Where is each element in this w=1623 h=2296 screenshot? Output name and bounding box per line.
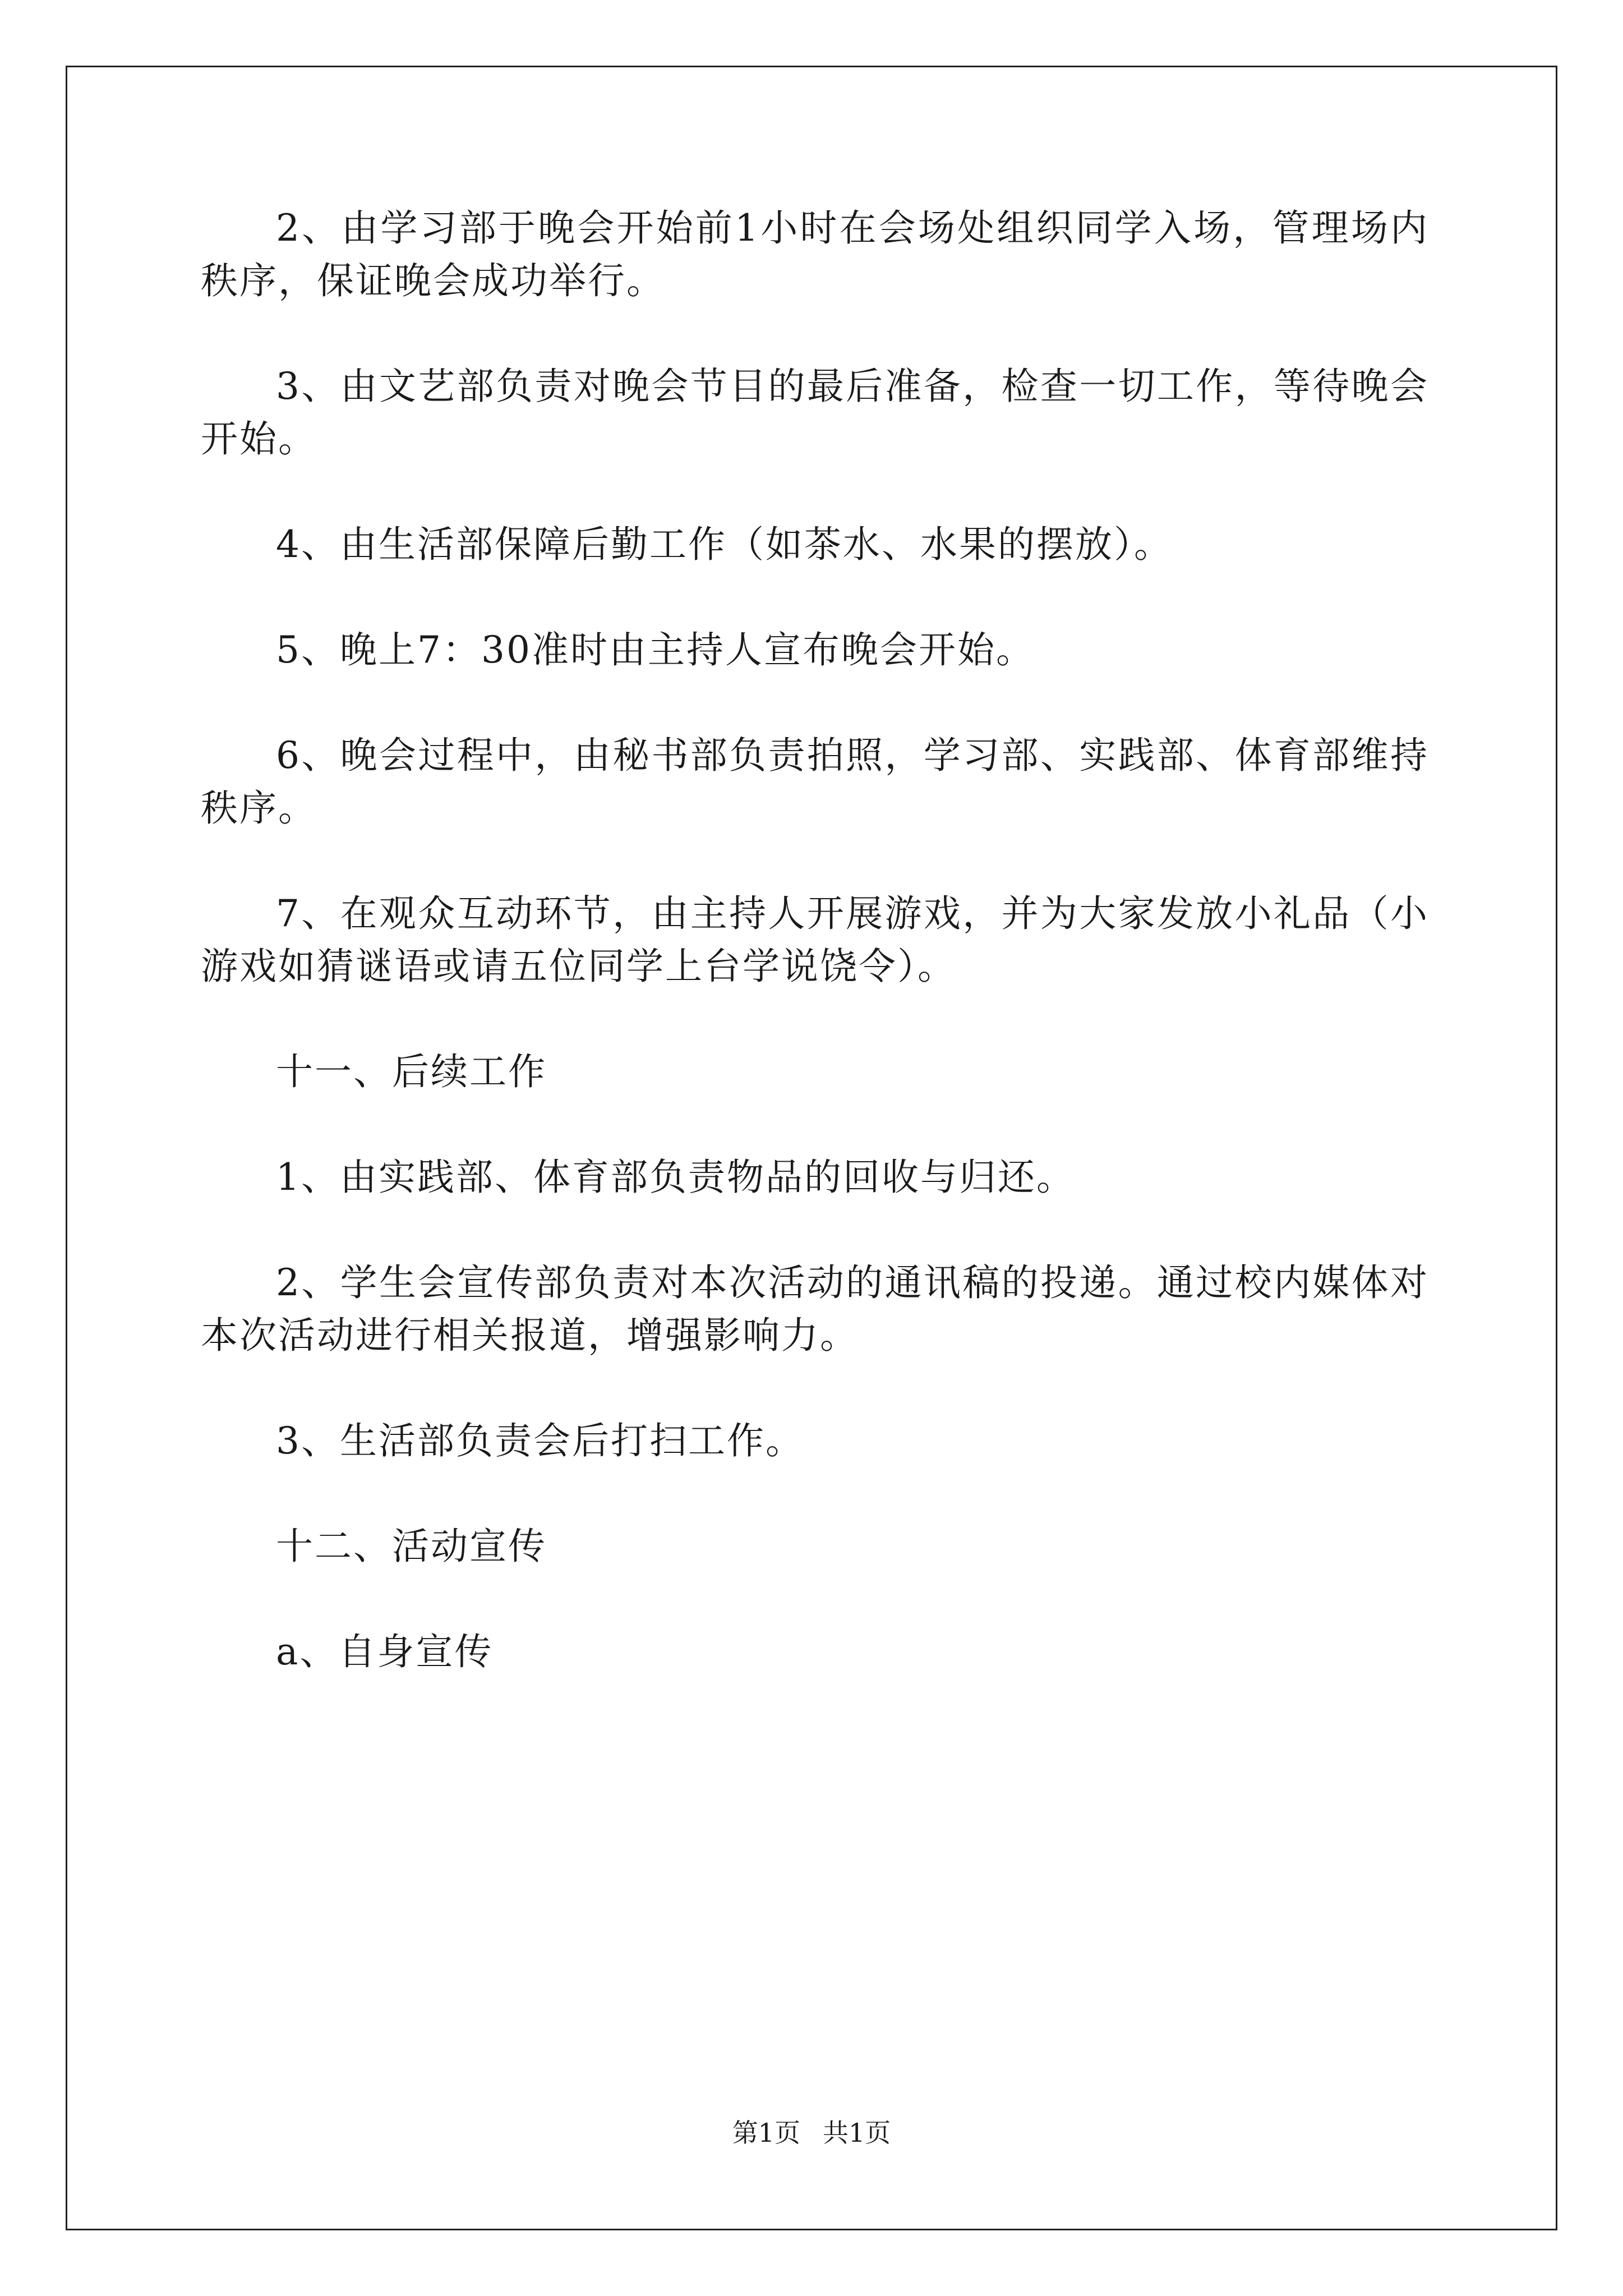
paragraph: 3、由文艺部负责对晚会节目的最后准备，检查一切工作，等待晚会开始。 bbox=[201, 365, 1429, 461]
sub-heading: a、自身宣传 bbox=[276, 1630, 494, 1673]
paragraph: 4、由生活部保障后勤工作（如茶水、水果的摆放）。 bbox=[276, 523, 1173, 566]
paragraph: 5、晚上7：30准时由主持人宣布晚会开始。 bbox=[276, 628, 1035, 671]
section-heading: 十二、活动宣传 bbox=[276, 1525, 547, 1568]
paragraph: 1、由实践部、体育部负责物品的回收与归还。 bbox=[276, 1156, 1075, 1199]
page-number: 第1页 bbox=[732, 2118, 800, 2148]
paragraph: 2、由学习部于晚会开始前1小时在会场处组织同学入场，管理场内秩序，保证晚会成功举行。 bbox=[201, 206, 1429, 302]
paragraph: 2、学生会宣传部负责对本次活动的通讯稿的投递。通过校内媒体对本次活动进行相关报道，增强影响力。 bbox=[201, 1261, 1429, 1357]
document-body bbox=[201, 202, 1429, 1731]
section-heading: 十一、后续工作 bbox=[276, 1050, 547, 1093]
paragraph: 7、在观众互动环节，由主持人开展游戏，并为大家发放小礼品（小游戏如猜谜语或请五位同学上台学说饶令）。 bbox=[201, 892, 1429, 988]
page-total: 共1页 bbox=[823, 2118, 891, 2148]
page-footer bbox=[0, 2116, 1623, 2150]
paragraph: 3、生活部负责会后打扫工作。 bbox=[276, 1419, 804, 1462]
paragraph: 6、晚会过程中，由秘书部负责拍照，学习部、实践部、体育部维持秩序。 bbox=[201, 734, 1429, 830]
